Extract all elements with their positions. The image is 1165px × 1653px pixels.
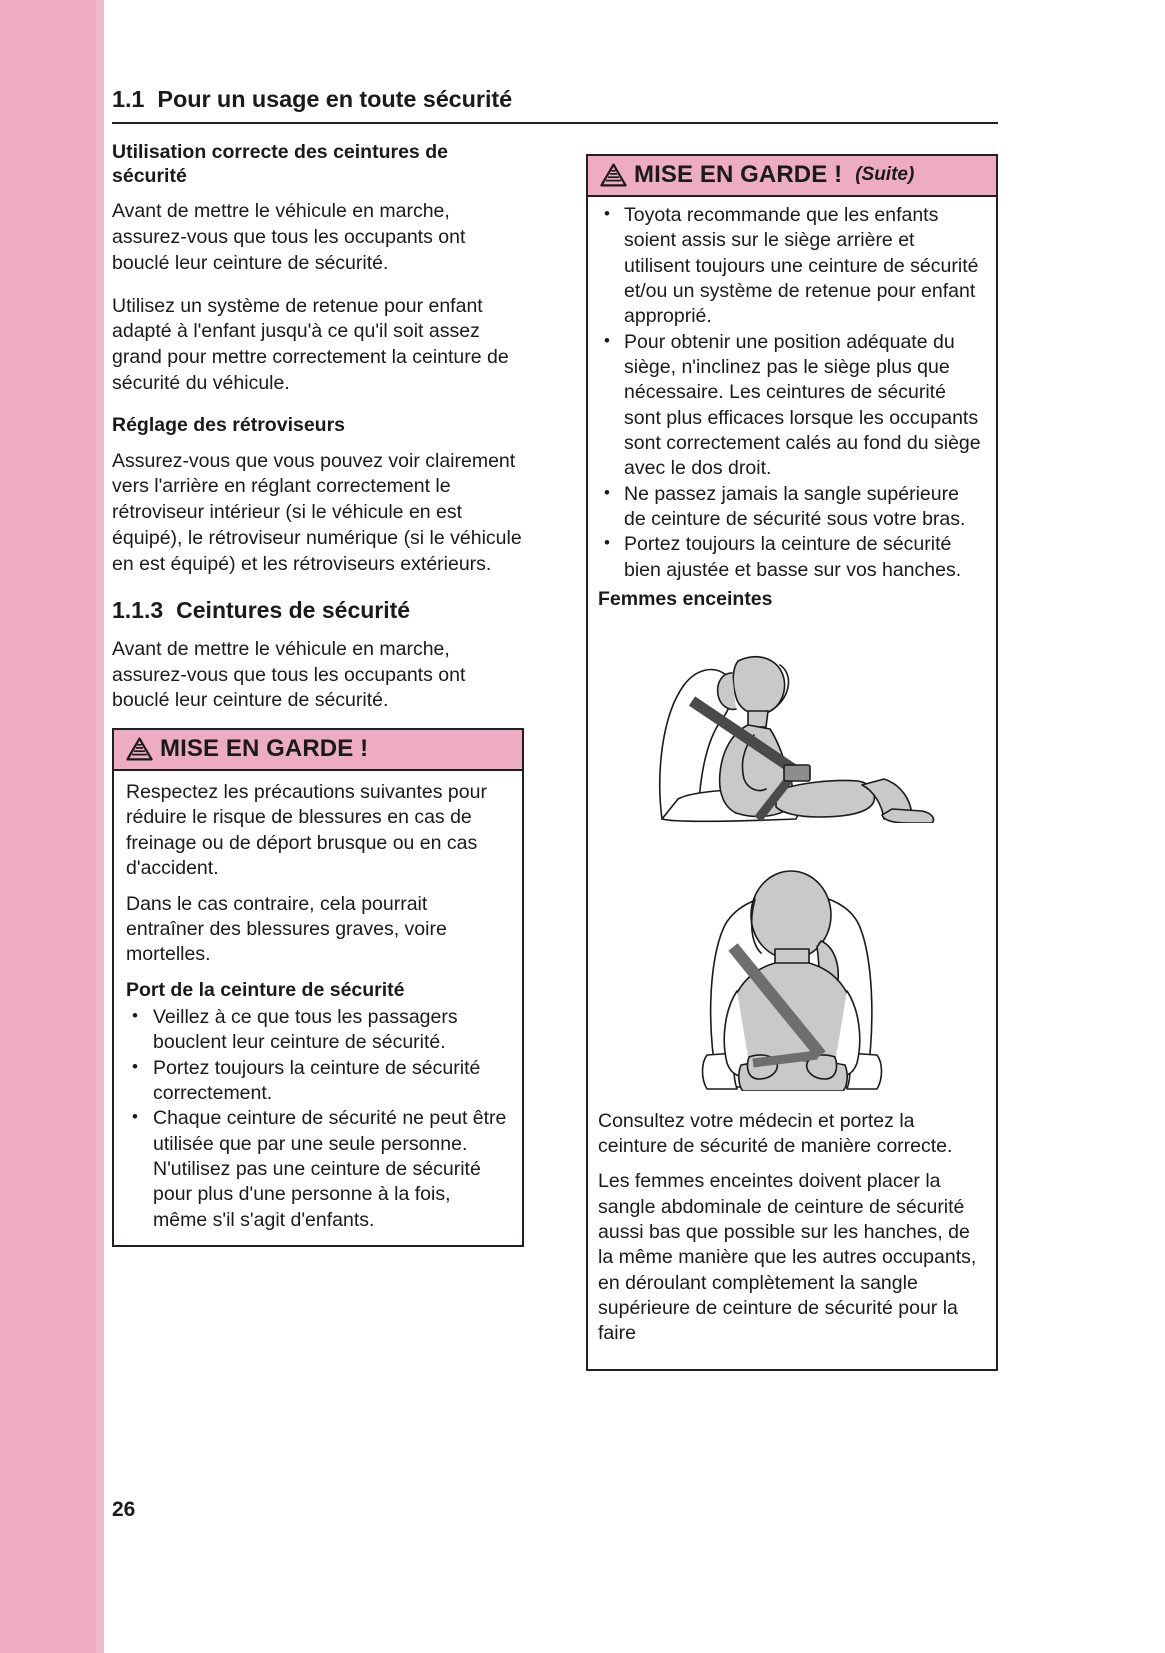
right-column (586, 140, 998, 1371)
warning-title-right: MISE EN GARDE ! (634, 161, 843, 188)
warning-box-left (112, 728, 524, 1247)
paragraph-systeme-retenue: Utilisez un système de retenue pour enfant adapté à l'enfant jusqu'à ce qu'il soit assez grand pour mettre correctement la ceinture de sécurité du véhicule. (112, 294, 509, 394)
list-item: • Portez toujours la ceinture de sécurité bien ajustée et basse sur vos hanches. (598, 532, 984, 583)
list-item: • Veillez à ce que tous les passagers bouclent leur ceinture de sécurité. (126, 1005, 510, 1056)
figure-pregnant-side-view (598, 623, 984, 823)
warning-para-contraire: Dans le cas contraire, cela pourrait entraîner des blessures graves, voire mortelles. (126, 892, 447, 966)
list-item: • Ne passez jamais la sangle supérieure de ceinture de sécurité sous votre bras. (598, 482, 984, 533)
warning-title-left: MISE EN GARDE ! (160, 735, 369, 763)
warning-triangle-icon (600, 163, 627, 187)
paragraph-consultez-medecin: Consultez votre médecin et portez la ceinture de sécurité de manière correcte. (598, 1109, 953, 1157)
paragraph-avant-de-mettre-2: Avant de mettre le véhicule en marche, assurez-vous que tous les occupants ont bouclé leur ceinture de sécurité. (112, 637, 466, 712)
figure-pregnant-front-view (598, 841, 984, 1091)
list-item: • Chaque ceinture de sécurité ne peut être utilisée que par une seule personne. N'utilisez pas une ceinture de sécurité pour plus d'une personne à la fois, même s'il s'agit d'enfants. (126, 1106, 510, 1233)
heading-utilisation-correcte: Utilisation correcte des ceintures de sécurité (112, 141, 448, 188)
pregnant-woman-seated-side-view-illustration (626, 623, 956, 823)
page-margin-band (0, 0, 96, 1653)
page-margin-band-highlight (96, 0, 104, 1653)
page-header (112, 86, 998, 113)
warning-header-right (588, 156, 996, 197)
warning-bullet-list-right (598, 203, 984, 583)
subsection-heading-ceintures (112, 597, 524, 625)
header-divider (112, 122, 998, 124)
warning-bullet-list-left (126, 1005, 510, 1233)
warning-header-left (114, 730, 522, 771)
paragraph-reglage-retroviseurs: Assurez-vous que vous pouvez voir clairement vers l'arrière en réglant correctement le rétroviseur intérieur (si le véhicule en est équipé), le rétroviseur numérique (si le véhicule en est équipé) et les rétroviseurs extérieurs. (112, 449, 522, 575)
section-title: Pour un usage en toute sécurité (157, 86, 513, 112)
section-number: 1.1 (112, 86, 145, 112)
left-column (112, 140, 524, 1247)
paragraph-femmes-enceintes-placer: Les femmes enceintes doivent placer la sangle abdominale de ceinture de sécurité aussi bas que possible sur les hanches, de la même manière que les autres occupants, en déroulant complètement la sangle supérieure de ceinture de sécurité pour la faire (598, 1170, 977, 1345)
heading-reglage-retroviseurs: Réglage des rétroviseurs (112, 414, 346, 437)
subsection-title: Ceintures de sécurité (176, 597, 411, 624)
warning-subhead-port-ceinture: Port de la ceinture de sécurité (126, 978, 405, 1001)
warning-box-right (586, 154, 998, 1371)
list-item: • Toyota recommande que les enfants soient assis sur le siège arrière et utilisent toujours une ceinture de sécurité et/ou un système de retenue pour enfant approprié. (598, 203, 984, 330)
page-number: 26 (112, 1498, 136, 1521)
pregnant-woman-seated-front-view-illustration (641, 841, 941, 1091)
subsection-number: 1.1.3 (112, 597, 164, 624)
warning-para-precautions: Respectez les précautions suivantes pour réduire le risque de blessures en cas de freinage ou de déport brusque ou en cas d'accident. (126, 781, 487, 880)
warning-triangle-icon (126, 737, 153, 761)
warning-body-left (114, 771, 522, 1245)
warning-title-suffix: (Suite) (855, 164, 915, 185)
list-item: • Pour obtenir une position adéquate du siège, n'inclinez pas le siège plus que nécessaire. Les ceintures de sécurité sont plus efficaces lorsque les occupants sont correctement calés au fond du siège avec le dos droit. (598, 330, 984, 482)
warning-body-right (588, 197, 996, 1369)
warning-subhead-femmes-enceintes: Femmes enceintes (598, 588, 773, 611)
paragraph-avant-de-mettre: Avant de mettre le véhicule en marche, assurez-vous que tous les occupants ont bouclé leur ceinture de sécurité. (112, 200, 466, 274)
list-item: • Portez toujours la ceinture de sécurité correctement. (126, 1056, 510, 1107)
